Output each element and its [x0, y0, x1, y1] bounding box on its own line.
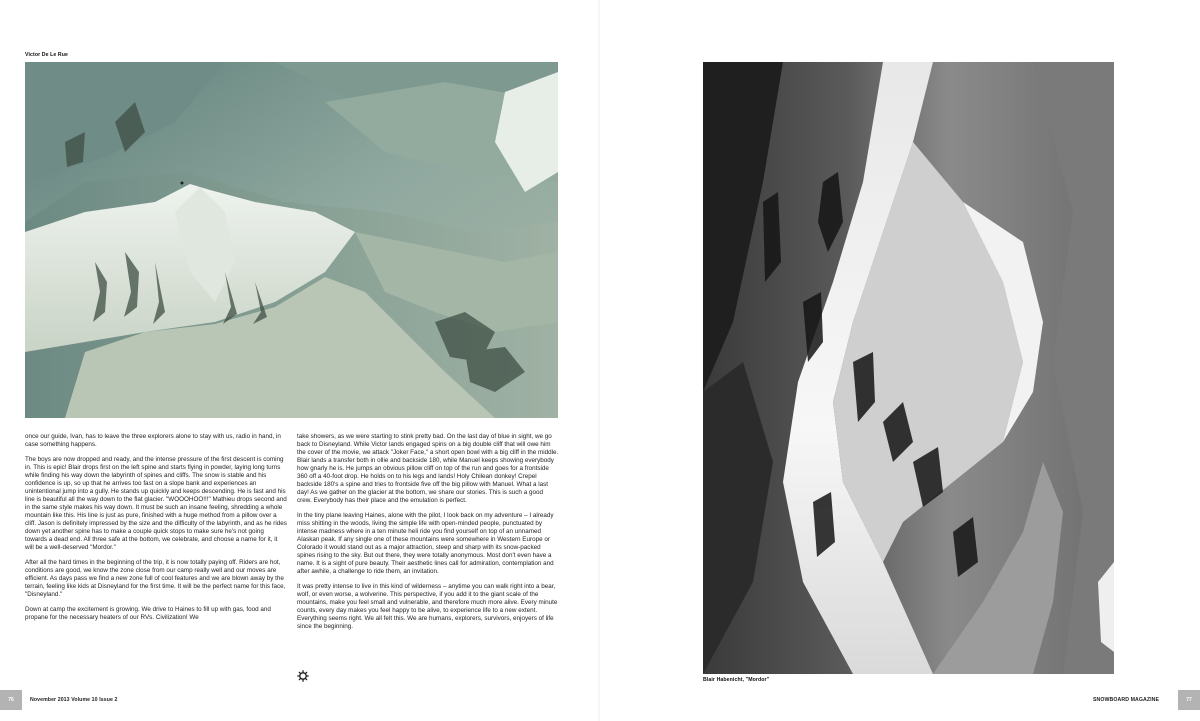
paragraph: Down at camp the excitement is growing. We drive to Haines to fill up with gas, food and propane for the necessary heaters of our RVs. Civilization! We [25, 606, 271, 621]
mordor-spines-image [703, 62, 1114, 674]
article-column-1 [25, 433, 287, 622]
magazine-name-footer: SNOWBOARD MAGAZINE [1093, 697, 1160, 703]
paragraph: once our guide, Ivan, has to leave the three explorers alone to stay with us, radio in hand, in case something happens. [25, 433, 281, 448]
mountain-ridge-photo [25, 62, 558, 418]
photo-credit: Victor De Le Rue [25, 52, 69, 58]
photo-caption: Blair Habenicht, "Mordor" [703, 677, 770, 683]
issue-footer: November 2013 Volume 10 Issue 2 [30, 697, 118, 703]
end-of-article-icon [297, 669, 309, 681]
paragraph: It was pretty intense to live in this kind of wilderness – anytime you can walk right into a bear, wolf, or even worse, a wolverine. This perspective, if you add it to the giant scale of the mountains, make you feel small and vulnerable, and therefore much more alive. Every minute counts, every day makes you feel happy to be alive, to experience life to a new extent. Everything seems right. We all felt this. We are humans, explorers, survivors, enjoyers of life since the beginning. [297, 583, 558, 630]
page-number-left: 76 [0, 690, 22, 710]
paragraph: After all the hard times in the beginning of the trip, it is now totally paying off. Riders are hot, conditions are good, we know the zone close from our camp really well and our moves are efficient. As days pass we find a new zone full of cool features and we are blown away by the terrain, feeling like kids at Disneyland for the first time. It will be the perfect name for this face, "Disneyland." [25, 559, 286, 598]
page-number-right: 77 [1178, 690, 1200, 710]
paragraph: The boys are now dropped and ready, and the intense pressure of the first descent is coming in. This is epic! Blair drops first on the left spine and starts flying in powder, laying long turns while finding his way down the labyrinth of spines and cliffs. The snow is stable and his confidence is up, so up that he arrives too fast on a slope bank and experiences an unintentional jump into a gully. He stands up quickly and keeps descending. He is fast and his line is beautiful all the way down to the flat glacier. "WOOOHOO!!!" Mathieu drops second and in the same style makes his way down. It must be such an insane feeling, shredding a whole mountain like this. His line is just as pure, finished with a huge method from a pillow over a cliff. Jason is definitely impressed by the size and the difficulty of the labyrinth, and as he rides down yet another spine has to make a couple quick stops to make sure he's not going towards a dead end. All three safe at the bottom, we celebrate, and choose a name for it, it will be a well-deserved "Mordor." [25, 456, 287, 551]
article-column-2 [297, 433, 559, 631]
mountain-ridge-image [25, 62, 558, 418]
paragraph: take showers, as we were starting to stink pretty bad. On the last day of blue in sight, we go back to Disneyland. While Victor lands engaged spins on a big double cliff that will owe him the cover of the movie, we attack "Joker Face," a short open bowl with a big cliff in the middle. Blair lands a transfer both in ollie and backside 180, while Manuel keeps showing everybody how gnarly he is. He jumps an obvious pillow cliff on top of the run and goes for a frontside 360 off a 40-foot drop. He holds on to his legs and lands! Holy Chilean donkey! Crepel backside 180's a spine and tries to frontside five off the big pillow with Manuel. What a last day! As we gather on the glacier at the bottom, we share our stories. This is such a good crew. Everybody has their place and the emulation is perfect. [297, 433, 559, 504]
mordor-spines-photo [703, 62, 1114, 674]
paragraph: In the tiny plane leaving Haines, alone with the pilot, I look back on my adventure – I already miss shitting in the woods, living the simple life with open-minded people, punctuated by intense madness where in a ten minute heli ride you find yourself on top of an unnamed Alaskan peak. If any single one of these mountains were somewhere in Western Europe or Colorado it would stand out as a major attraction, steep and sharp with its snow-packed spines rising to the sky. But out there, they were totally anonymous. Most don't even have a name. It is a sight of pure beauty. Their aesthetic lines call for admiration, contemplation and after awhile, a challenge to ride them, an invitation. [297, 512, 554, 575]
